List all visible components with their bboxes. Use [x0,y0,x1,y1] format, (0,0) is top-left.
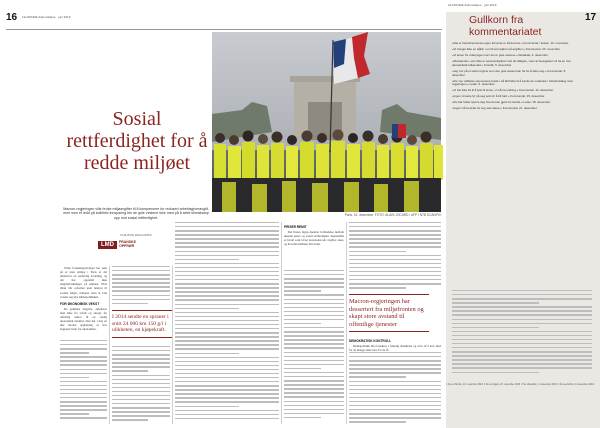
logo-mark: LMD [98,241,117,249]
paragraph: Det finnes ingen åpenbar forbindelse mellom økende priser og sosial rettferdighet. Spørsmålet er hvem som bærer kostnaden når avgifter økes, og hvordan midlene blir brukt. [284,230,344,247]
column-2-text-bottom [112,346,170,424]
pull-quote-left: I 2014 sendte en spraner i snitt 24 000 km 150 g/l i ulikheten, en kjøpekraft. [112,310,172,338]
logo-text-line-2: OPPRØR [119,244,135,248]
logo-text [119,241,136,249]
column-5-text-top [349,222,441,292]
sidebar-quote: «De mer militante elementene burde i så fall bidra til å samle de moderate i fortsatt dialog med regjeringen.» Leder, 9. desember. [452,78,573,87]
top-rule [6,29,442,30]
article-deck: Macron-regjeringen ville bruke miljøavgifter til å kompensere for redusert arbeidsgiveravgift, men som et ledd på kollektiv innsparing ble de gule vestene ikke med på å sette klimakamp opp mot sosial rettferdighet. [63,207,209,220]
article-byline: PHILIPPE DESCAMPS [120,233,152,237]
column-divider [109,266,110,424]
sidebar-quote: «Vi anser for ordet jagen som det er gule vestene.» Redaktør, 4. desember. [452,52,549,57]
sidebar-filler-lines [452,290,592,380]
paragraph: Klimapolitikk må forankres i folkelig deltakelse og være til å leve med for de mange, ikke bare for de få. [349,344,441,353]
sidebar-quote: «Vi har ikke tid til å lytte til sinne, vi må ha endring.» Kommentar, 12. desember. [452,88,554,93]
right-running-head: LE MONDE diplomatique · juni 2019 [448,3,497,7]
subheading: FOR ØKONOMISK VEKST [60,301,100,306]
column-divider [281,222,282,424]
column-divider [172,266,173,424]
pull-quote-right: Macron-regjeringen har dessertert fra miljøfronten og skapt store avstand til offentlige tjenester [349,294,429,332]
paragraph: Da gamlene begynte, sirkulerer man ikke fra avfall og energi, fra offentlig sektor til en vanlig økonomisk struktur. Den har i dag en mer moden oppfatning av hva begrepet betyr for økonomien. [60,306,107,332]
right-page-number: 17 [585,12,597,23]
photo-illustration [212,32,441,212]
column-4-filler-lines [284,270,344,424]
column-1-filler-lines [60,340,107,424]
paragraph: Tallet forskningsutvalget har pekt på er uten utslipp i Paris at det innebærer en rettferdig fordeling, og det har oppnådd ikke langtidsvirkninger på klimaet. Hvis tiltak blir utformet uten hensyn til sosiale følger, risikerer man at folk vender seg mot klimapolitikken. [60,266,107,299]
sidebar-quote: «Ingen må ta dette for seg selv alene.» Kommentar, 21. desember. [452,106,538,111]
sidebar-title: Gullkorn fra kommentariatet [469,14,542,38]
footnotes: 1 Se Le Monde, 10. november 2018. 2 Se Le Figaro, 23. november 2018. 3 Se Libération, 4. desember 2018. 4 Se Les Echos, 8. desember 2018. [446,384,595,386]
subheading: DEMOKRATISK KONTROLL [349,339,392,343]
sidebar-quote-list [452,42,574,288]
photo-caption: Paris, 15. desember. FOTO: ALAIN JOCARD / AFP / NTB SCANPIX [344,213,441,217]
section-logo [98,241,136,249]
column-2-text-top [112,266,170,308]
column-5-text-bottom [349,352,441,424]
sidebar-quote: «Motstanden, som ikke er sammenlignbar med de tidligere, viser at bevegelsen vil ha en mer demokratisk folkemakt.» Kronikk, 5. desember. [452,58,571,67]
logo-text-line-1: FRANSKE [119,240,136,245]
left-page-number: 16 [6,12,18,23]
sidebar-quote: «Du bør heller spørre deg hva du kan gjøre for landet.» Leder, 18. desember. [452,100,551,105]
column-divider [346,222,347,424]
sidebar-quote: «Jeg tror på et sterkt regime som den gule vesten kan ha for å sikre seg.» Kommentar, 8. desember. [452,68,567,77]
column-3-text [175,222,279,424]
sidebar-quote: «Ingen vil sette fyr på seg selv for å bli hørt.» Kommentar, 15. desember. [452,94,546,99]
sidebar-quote: «Det er franskmennenes egen feil at de er så dumme.» Kommentar i avisen, 10. november. [452,41,569,45]
article-headline: Sosial rettferdighet for å redde miljøet [66,108,208,174]
sidebar-quote: «Vi trenger ikke en sjåfør i en bil som kjører på avgiften.» Kommentar, 23. november. [452,46,561,51]
left-running-head: LE MONDE diplomatique · juni 2019 [22,15,71,19]
subheading: PRISER REMIT [284,225,307,229]
news-photo [212,32,441,212]
article-column-5 [349,336,441,353]
